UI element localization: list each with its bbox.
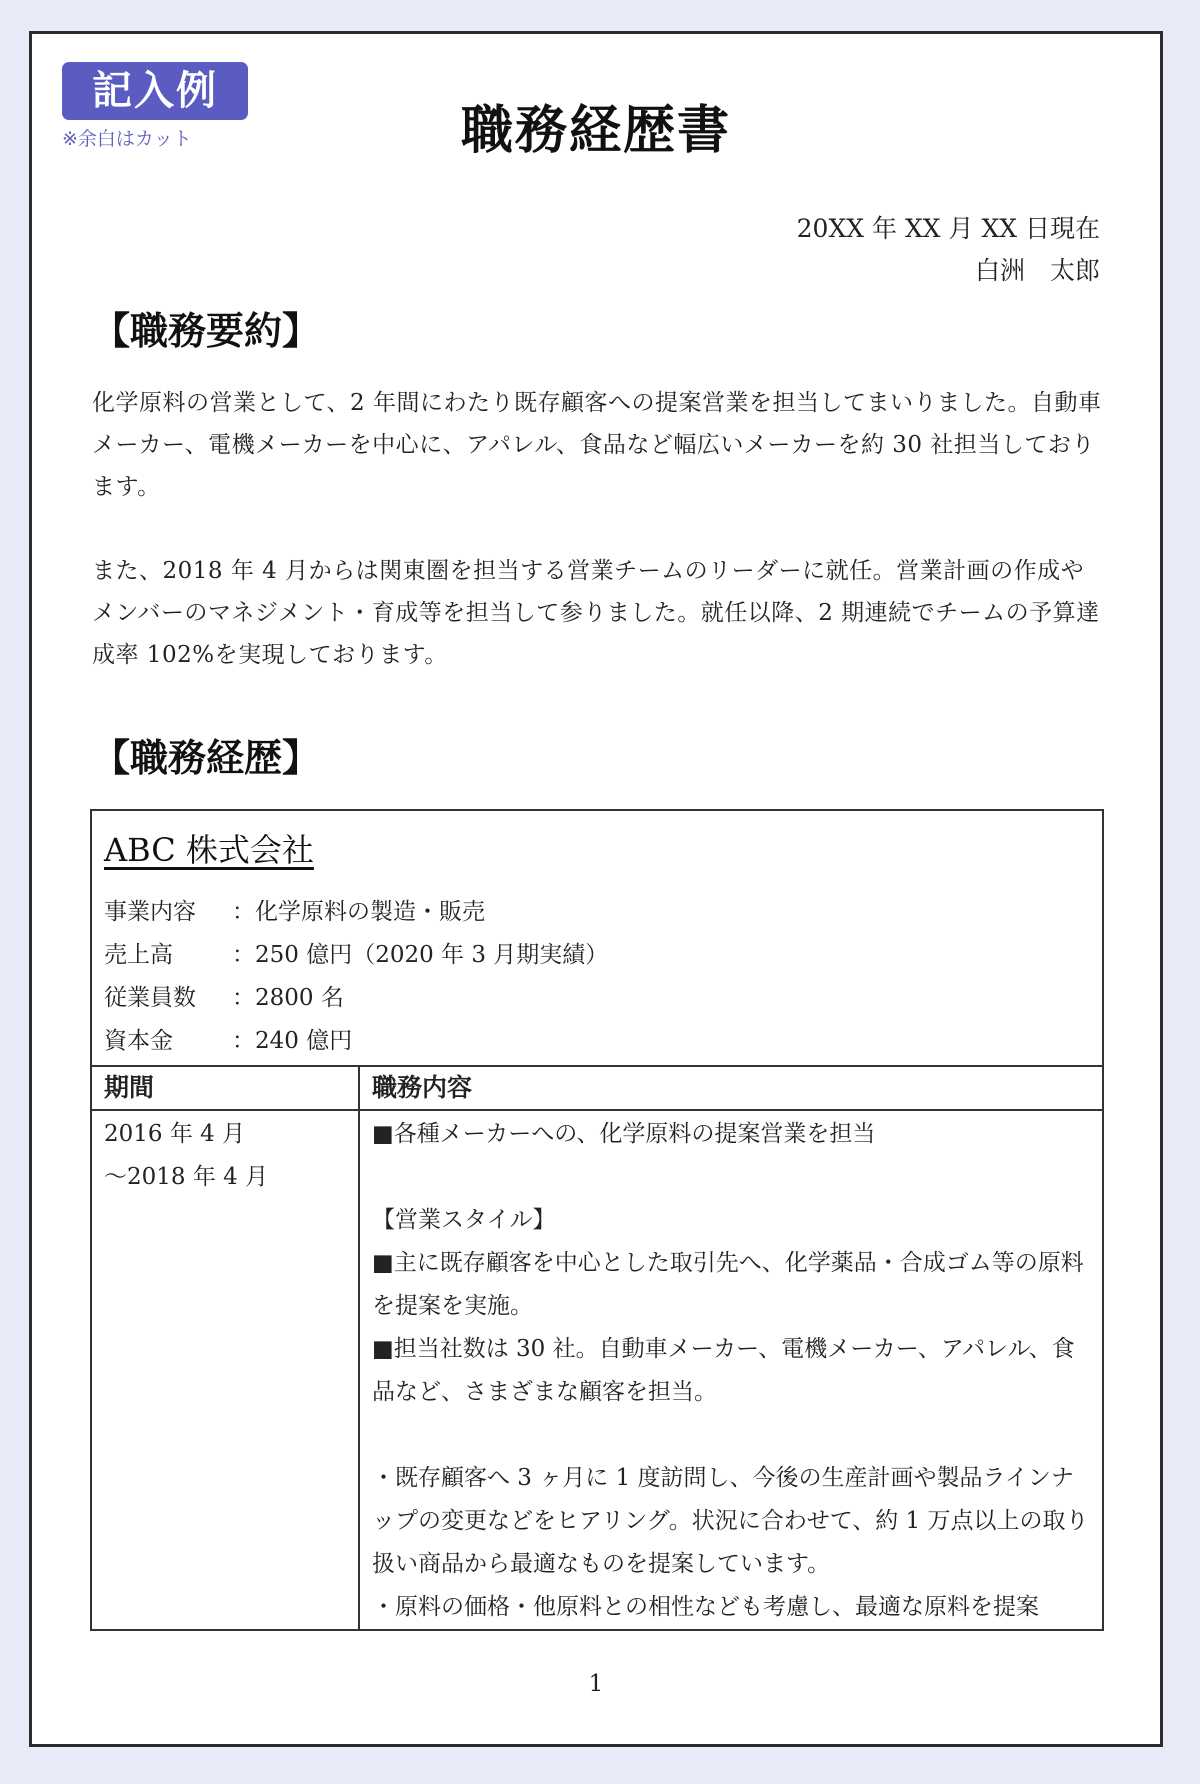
page-number: 1 — [588, 1671, 604, 1697]
table-row — [92, 1111, 1102, 1629]
company-info-value: ：240 億円 — [232, 1028, 353, 1054]
duty-line — [372, 1156, 1092, 1199]
duties-cell — [360, 1111, 1102, 1629]
document-title: 職務経歴書 — [460, 100, 731, 161]
period-line: 2016 年 4 月 — [104, 1121, 246, 1147]
summary-heading: 【職務要約】 — [92, 308, 321, 353]
company-info-row — [104, 1020, 1090, 1063]
company-info-label: 事業内容 — [104, 899, 196, 925]
duties-column-header: 職務内容 — [372, 1073, 473, 1102]
company-info-row — [104, 977, 1090, 1020]
company-info-row — [104, 934, 1090, 977]
duty-line: ■主に既存顧客を中心とした取引先へ、化学薬品・合成ゴム等の原料を提案を実施。 — [372, 1250, 1084, 1319]
company-info-row — [104, 891, 1090, 934]
company-name: ABC 株式会社 — [104, 831, 314, 869]
duty-line: ■各種メーカーへの、化学原料の提案営業を担当 — [372, 1121, 876, 1147]
summary-paragraph: また、2018 年 4 月からは関東圏を担当する営業チームのリーダーに就任。営業計画の作成やメンバーのマネジメント・育成等を担当して参りました。就任以降、2 期連続でチームの予算達成率 102%を実現しております。 — [92, 558, 1100, 668]
resume-page — [29, 31, 1163, 1747]
company-info-label: 従業員数 — [104, 985, 196, 1011]
period-cell — [92, 1111, 360, 1629]
applicant-name: 白洲 太郎 — [974, 256, 1100, 285]
duty-line — [372, 1414, 1092, 1457]
duty-line: ・原料の価格・他原料との相性なども考慮し、最適な原料を提案 — [372, 1594, 1039, 1620]
career-table — [90, 809, 1104, 1631]
period-line: ～2018 年 4 月 — [104, 1164, 269, 1190]
summary-text — [92, 382, 1106, 718]
sample-badge: 記入例 — [62, 62, 248, 120]
sample-badge-note: ※余白はカット — [62, 128, 192, 150]
table-header-row — [92, 1067, 1102, 1111]
company-info-label: 売上高 — [104, 942, 173, 968]
company-block — [92, 811, 1102, 1067]
period-column-header: 期間 — [92, 1067, 360, 1109]
summary-paragraph: 化学原料の営業として、2 年間にわたり既存顧客への提案営業を担当してまいりました。自動車メーカー、電機メーカーを中心に、アパレル、食品など幅広いメーカーを約 30 社担当しております。 — [92, 390, 1102, 500]
career-heading: 【職務経歴】 — [92, 735, 321, 780]
company-info-value: ：化学原料の製造・販売 — [232, 899, 485, 925]
document-date: 20XX 年 XX 月 XX 日現在 — [796, 214, 1100, 243]
duty-line: ・既存顧客へ 3 ヶ月に 1 度訪問し、今後の生産計画や製品ラインナップの変更などをヒアリング。状況に合わせて、約 1 万点以上の取り扱い商品から最適なものを提案しています。 — [372, 1465, 1089, 1577]
company-info-value: ：250 億円（2020 年 3 月期実績） — [232, 942, 609, 968]
duty-line: 【営業スタイル】 — [372, 1207, 556, 1233]
company-info-value: ：2800 名 — [232, 985, 344, 1011]
company-info-label: 資本金 — [104, 1028, 173, 1054]
duty-line: ■担当社数は 30 社。自動車メーカー、電機メーカー、アパレル、食品など、さまざまな顧客を担当。 — [372, 1336, 1075, 1405]
